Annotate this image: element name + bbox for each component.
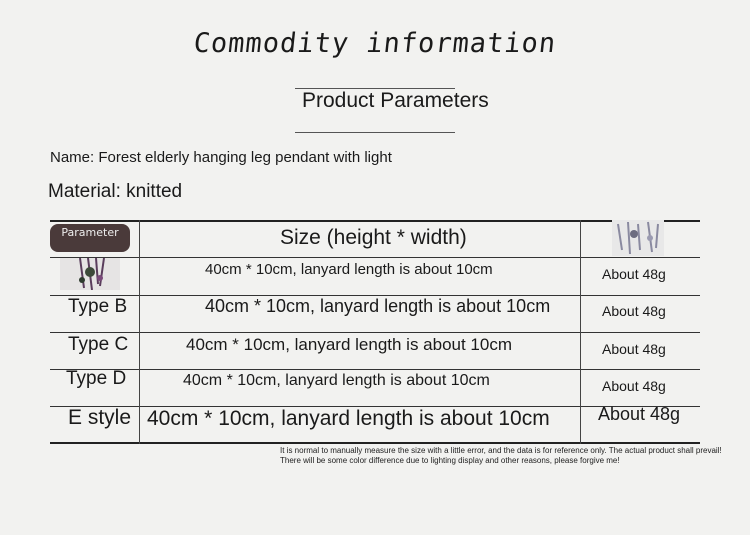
weight-header-image [608, 220, 668, 256]
product-name: Name: Forest elderly hanging leg pendant with light [50, 149, 392, 166]
table-rule [50, 220, 700, 222]
row-3-weight: About 48g [602, 341, 666, 357]
product-material: Material: knitted [48, 181, 183, 202]
row-1-size: 40cm * 10cm, lanyard length is about 10cm [205, 261, 493, 278]
row-5-weight: About 48g [598, 404, 681, 424]
row-4-weight: About 48g [602, 378, 666, 394]
section-subtitle: Product Parameters [302, 89, 489, 112]
table-col-rule [580, 220, 581, 444]
row-3-type: Type C [68, 334, 129, 355]
disclaimer-note [280, 446, 740, 466]
table-col-rule [139, 220, 140, 444]
product-thumbnail-image [60, 258, 120, 290]
table-rule [50, 257, 700, 258]
row-2-type: Type B [68, 296, 128, 317]
row-1-weight: About 48g [602, 266, 666, 282]
table-rule [50, 369, 700, 370]
size-column-header: Size (height * width) [280, 226, 467, 249]
parameter-header-label: Parameter [61, 226, 119, 239]
page-title: Commodity information [192, 28, 558, 59]
disclaimer-line-1: It is normal to manually measure the size with a little error, and the data is for reference only. The actual product shall prevail! [280, 446, 722, 455]
parameter-header-badge [50, 224, 130, 252]
row-2-weight: About 48g [602, 303, 666, 319]
parameter-table [50, 220, 700, 444]
table-rule [50, 442, 700, 444]
row-4-size: 40cm * 10cm, lanyard length is about 10cm [183, 372, 490, 389]
row-5-size: 40cm * 10cm, lanyard length is about 10cm [147, 407, 550, 430]
table-rule [50, 332, 700, 333]
row-2-size: 40cm * 10cm, lanyard length is about 10cm [205, 296, 551, 316]
disclaimer-line-2: There will be some color difference due to lighting display and other reasons, please forgive me! [280, 456, 620, 465]
subtitle-bottom-rule [295, 132, 455, 133]
row-5-type: E style [68, 406, 132, 429]
row-4-type: Type D [66, 368, 127, 389]
row-3-size: 40cm * 10cm, lanyard length is about 10cm [186, 335, 513, 354]
